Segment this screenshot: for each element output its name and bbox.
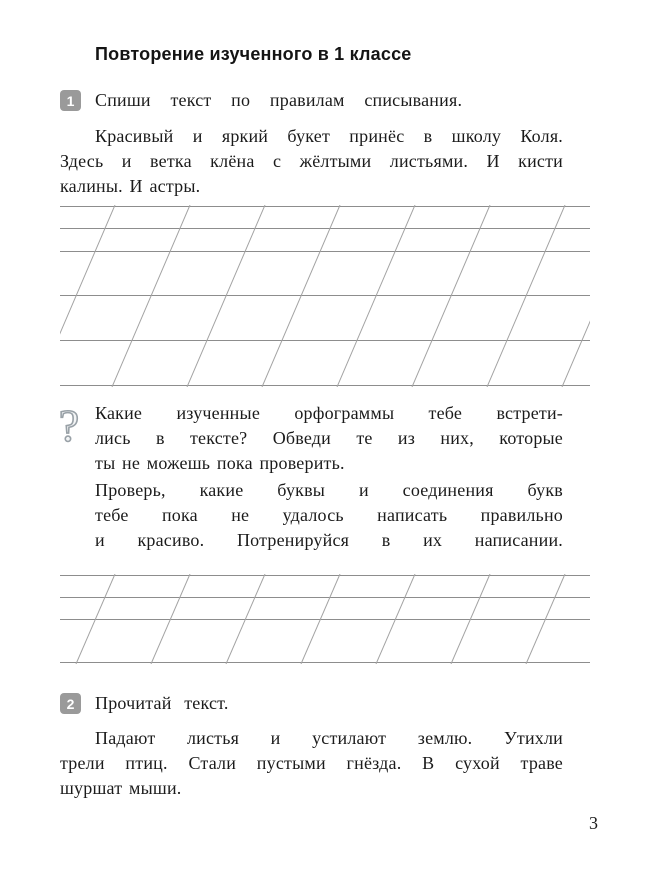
exercise-1-number-badge [60,90,81,111]
text-line: лись в тексте? Обведи те из них, которые [95,428,563,448]
exercise-1-instruction: Спиши текст по правилам списывания. [95,90,463,110]
practice-task [95,478,563,553]
exercise-2-number: 2 [66,695,75,712]
svg-text:?: ? [58,400,80,450]
exercise-2-text [60,726,563,801]
text-line: тебе пока не удалось написать правильно [95,505,563,525]
text-line: ты не можешь пока проверить. [95,453,345,473]
question-mark-icon [50,400,88,450]
handwriting-lines-block-1 [60,205,590,387]
exercise-1-header [60,89,565,112]
text-line: шуршат мыши. [60,778,182,798]
text-line: Какие изученные орфограммы тебе встрети- [95,403,563,423]
orthograms-question [95,401,563,476]
text-line: Проверь, какие буквы и соединения букв [95,480,563,500]
text-line: Красивый и яркий букет принёс в школу Коля. [95,126,563,146]
text-line: Падают листья и устилают землю. Утихли [95,728,563,748]
page-title: Повторение изученного в 1 классе [95,44,412,64]
exercise-2-header [60,692,565,715]
exercise-2-number-badge [60,693,81,714]
text-line: Здесь и ветка клёна с жёлтыми листьями. И кисти [60,151,563,171]
exercise-2-instruction: Прочитай текст. [95,693,229,713]
text-line: трели птиц. Стали пустыми гнёзда. В сухой траве [60,753,563,773]
exercise-1-text [60,124,563,199]
text-line: калины. И астры. [60,176,201,196]
handwriting-lines-block-2 [60,574,590,664]
page-number: 3 [589,813,598,833]
text-line: и красиво. Потренируйся в их написании. [95,530,563,550]
exercise-1-number: 1 [66,92,75,109]
